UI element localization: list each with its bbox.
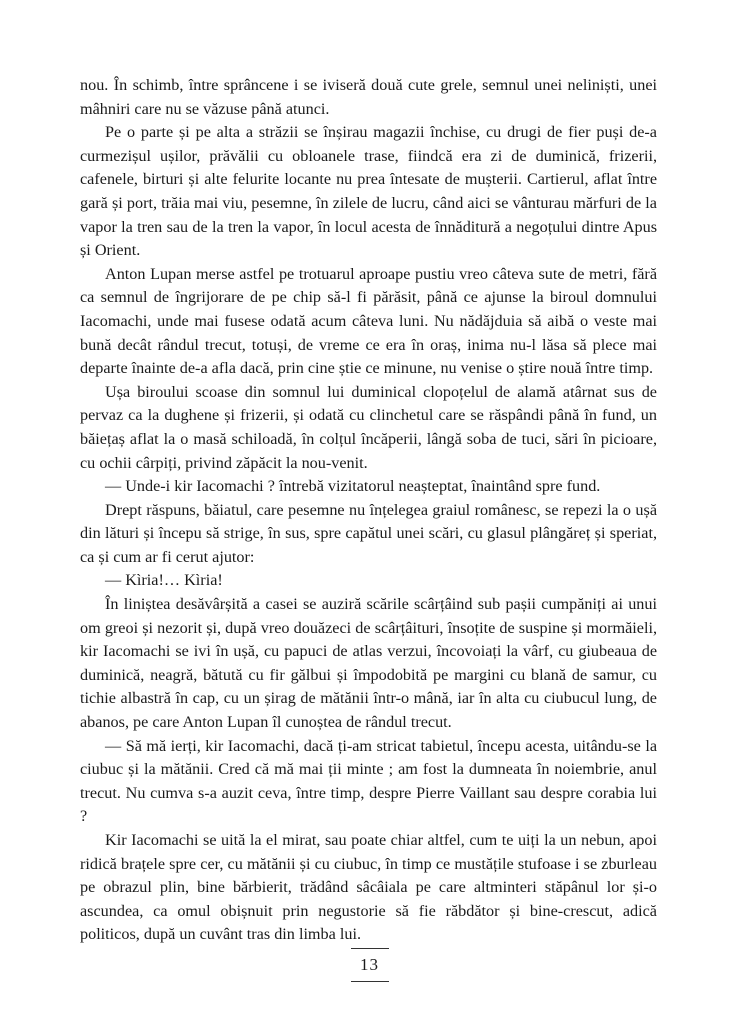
paragraph-9: — Să mă ierți, kir Iacomachi, dacă ți-am stricat tabietul, începu acesta, uitându-se la ciubuc și la mătănii. Cred că mă mai ții minte ; am fost la dumneata în noiembrie, anul trecut. Nu cumva s-a auzit ceva, între timp, despre Pierre Vaillant sau despre corabia lui ? bbox=[80, 736, 657, 826]
paragraph-10: Kir Iacomachi se uită la el mirat, sau poate chiar altfel, cum te uiți la un nebun, apoi ridică brațele spre cer, cu mătănii și cu ciubuc, în timp ce mustățile stufoase i se zburleau pe obrazul plin, bine bărbierit, trădând sâcâiala pe care altminteri stăpânul lor și-o ascundea, ca omul obișnuit prin negustorie să fie răbdător și bine-crescut, adică politicos, după un cuvânt tras din limba lui. bbox=[80, 831, 657, 944]
paragraph-8: În liniștea desăvârșită a casei se auziră scările scârțâind sub pașii cumpăniți ai unui om greoi și nezorit și, după vreo douăzeci de scârțâituri, însoțite de suspine și mormăieli, kir Iacomachi se ivi în ușă, cu papuci de atlas verzui, încovoiați la vârf, cu giubeaua de duminică, neagră, bătută cu fir gălbui și împodobită pe margini cu blană de samur, cu tichie albastră în cap, cu un șirag de mătănii într-o mână, iar în alta cu ciubucul lung, de abanos, pe care Anton Lupan îl cunoștea de rândul trecut. bbox=[80, 595, 657, 732]
footer-rule-bottom bbox=[351, 981, 389, 982]
page-body bbox=[80, 74, 657, 947]
paragraph-7: — Kìria!… Kìria! bbox=[105, 571, 223, 590]
page-footer bbox=[0, 948, 739, 982]
paragraph-5: — Unde-i kir Iacomachi ? întrebă vizitatorul neașteptat, înaintând spre fund. bbox=[105, 477, 601, 496]
paragraph-3: Anton Lupan merse astfel pe trotuarul aproape pustiu vreo câteva sute de metri, fără ca semnul de îngrijorare de pe chip să-l fi părăsit, până ce ajunse la biroul domnului Iacomachi, unde mai fusese odată acum câteva luni. Nu nădăjduia să aibă o veste mai bună decât rândul trecut, totuși, de vreme ce era în oraș, inima nu-l lăsa să plece mai departe înainte de-a afla dacă, prin cine știe ce minune, nu venise o știre nouă între timp. bbox=[80, 264, 657, 378]
paragraph-6: Drept răspuns, băiatul, care pesemne nu înțelegea graiul românesc, se repezi la o ușă din lături și începu să strige, în sus, spre capătul unei scări, cu glasul plângăreț și speriat, ca și cum ar fi cerut ajutor: bbox=[80, 500, 657, 566]
paragraph-2: Pe o parte și pe alta a străzii se înșirau magazii închise, cu drugi de fier puși de-a curmezișul ușilor, prăvălii cu obloanele trase, fiindcă era zi de duminică, frizerii, cafenele, birturi și alte felurite locante nu prea întesate de mușterii. Cartierul, aflat între gară și port, trăia mai viu, pesemne, în zilele de lucru, când aici se vânturau mărfuri de la vapor la tren sau de la tren la vapor, în locul acesta de înnăditură a negoțului dintre Apus și Orient. bbox=[80, 123, 657, 260]
paragraph-4: Ușa biroului scoase din somnul lui duminical clopoțelul de alamă atârnat sus de pervaz ca la dughene și frizerii, și odată cu clinchetul care se răspândi până în fund, un băiețaș aflat la o masă schiloadă, în colțul încăperii, lângă soba de tuci, sări în picioare, cu ochii cârpiți, privind zăpăcit la nou-venit. bbox=[80, 382, 657, 472]
footer-rule-top bbox=[351, 948, 389, 949]
page-number: 13 bbox=[360, 955, 379, 974]
paragraph-1: nou. În schimb, între sprâncene i se iviseră două cute grele, semnul unei neliniști, unei mâhniri care nu se văzuse până atunci. bbox=[80, 76, 657, 118]
